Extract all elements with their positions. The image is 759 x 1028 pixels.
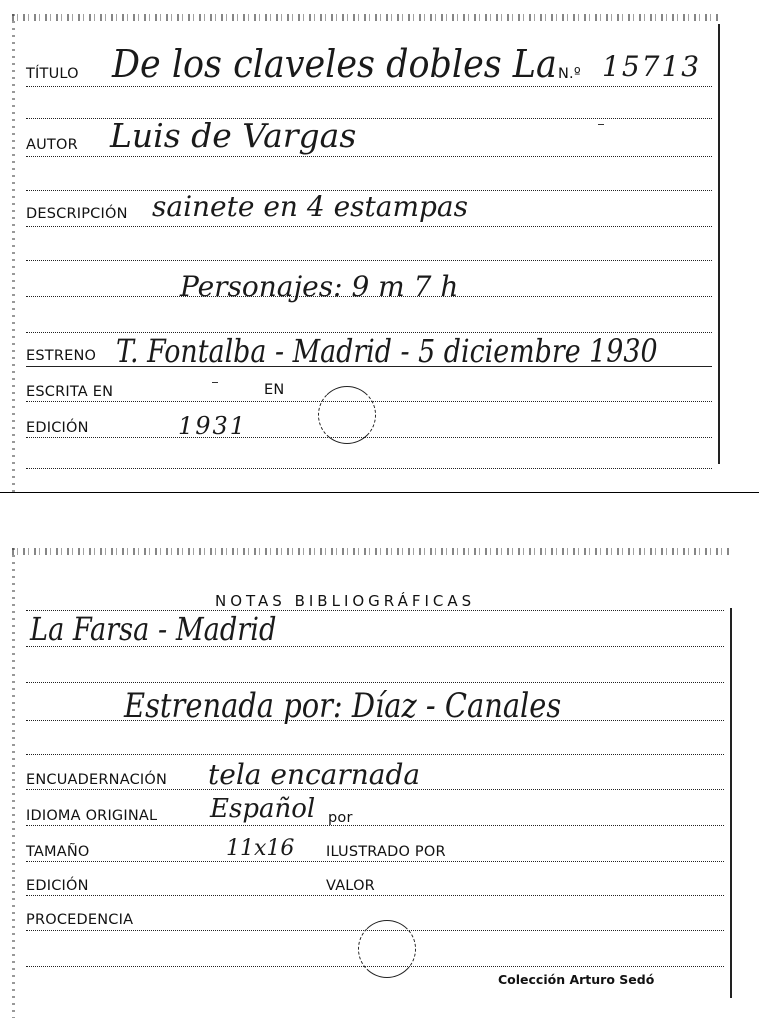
card-top-edge: [12, 14, 720, 21]
catalog-card-front: [12, 14, 720, 494]
rule-tamano: [26, 861, 724, 862]
autor-label: AUTOR: [26, 137, 78, 153]
card-left-edge: [12, 14, 15, 494]
card-right-edge: [730, 608, 732, 998]
rule-estreno: [26, 366, 712, 367]
idioma-label: IDIOMA ORIGINAL: [26, 808, 158, 824]
edicion-back-label: EDICIÓN: [26, 878, 89, 894]
card-right-edge: [718, 24, 720, 464]
estreno-value: T. Fontalba - Madrid - 5 diciembre 1930: [116, 332, 658, 370]
rule-edicion-back: [26, 895, 724, 896]
valor-label: VALOR: [326, 878, 375, 894]
rule-idioma: [26, 825, 724, 826]
collection-credit: Colección Arturo Sedó: [498, 972, 655, 987]
rule-autor-top: [26, 118, 712, 119]
rule-note-4: [26, 754, 724, 755]
punch-hole-mark: [318, 386, 376, 444]
edicion-value: 1931: [178, 412, 248, 440]
rule-encuadernacion: [26, 789, 724, 790]
en-label: EN: [264, 382, 285, 398]
autor-value: Luis de Vargas: [110, 116, 357, 155]
card-left-edge: [12, 548, 15, 1018]
note-line-2: Estrenada por: Díaz - Canales: [124, 686, 562, 726]
rule-bottom: [26, 468, 712, 469]
rule-desc-2: [26, 260, 712, 261]
idioma-value: Español: [210, 794, 316, 824]
notas-heading: NOTAS BIBLIOGRÁFICAS: [215, 592, 476, 610]
edicion-label: EDICIÓN: [26, 420, 89, 436]
punch-hole-mark: [358, 920, 416, 978]
rule-note-2: [26, 682, 724, 683]
catalog-card-back: [12, 548, 732, 1018]
encuadernacion-value: tela encarnada: [208, 758, 421, 791]
card-divider: [0, 492, 759, 493]
procedencia-label: PROCEDENCIA: [26, 912, 134, 928]
descripcion-label: DESCRIPCIÓN: [26, 206, 128, 222]
rule-edicion: [26, 437, 712, 438]
small-mark: [212, 382, 218, 383]
rule-desc-top: [26, 190, 712, 191]
note-line-1: La Farsa - Madrid: [30, 610, 277, 648]
descripcion-value: sainete en 4 estampas: [152, 190, 468, 223]
numero-value: 15713: [602, 50, 702, 83]
rule-descripcion: [26, 226, 712, 227]
numero-label: N.º: [558, 66, 581, 82]
rule-autor: [26, 156, 712, 157]
titulo-label: TÍTULO: [26, 66, 79, 82]
tamano-label: TAMAÑO: [26, 844, 90, 860]
personajes-note: Personajes: 9 m 7 h: [180, 270, 459, 303]
rule-note-3: [26, 720, 724, 721]
titulo-value: De los claveles dobles La: [112, 42, 557, 86]
estreno-label: ESTRENO: [26, 348, 97, 364]
rule-estreno-top: [26, 332, 712, 333]
tamano-value: 11x16: [226, 836, 295, 861]
escrita-en-label: ESCRITA EN: [26, 384, 114, 400]
ilustrado-label: ILUSTRADO POR: [326, 844, 446, 860]
rule-titulo: [26, 86, 712, 87]
rule-desc-3: [26, 296, 712, 297]
rule-note-1: [26, 646, 724, 647]
encuadernacion-label: ENCUADERNACIÓN: [26, 772, 168, 788]
card-top-edge: [12, 548, 732, 555]
por-label: por: [328, 810, 353, 826]
small-mark: [598, 124, 604, 125]
